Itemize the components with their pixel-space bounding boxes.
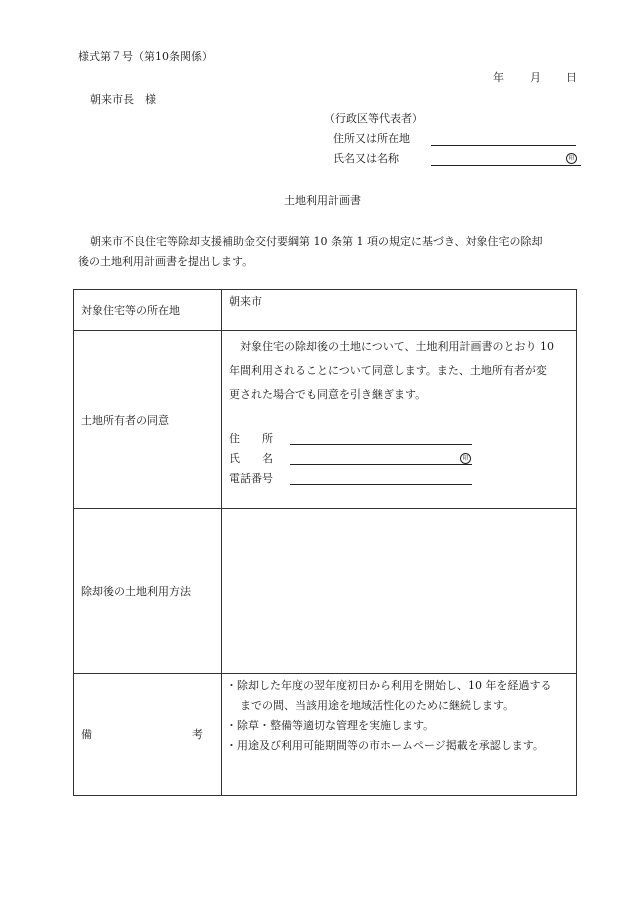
remarks-note-2: ・除草・整備等適切な管理を実施します。	[226, 719, 435, 732]
row-label-remarks	[74, 674, 222, 796]
applicant-role: （行政区等代表者）	[324, 112, 423, 125]
row-label-land-use-method	[74, 509, 222, 674]
row-label-owner-consent-text: 土地所有者の同意	[81, 413, 169, 427]
location-value: 朝来市	[229, 295, 262, 308]
addressee: 朝来市長 様	[90, 93, 156, 106]
owner-name-line[interactable]	[290, 464, 472, 465]
row-label-owner-consent	[74, 331, 222, 509]
table-row	[74, 674, 577, 796]
document-title: 土地利用計画書	[284, 194, 361, 207]
applicant-seal-mark: 印	[566, 153, 577, 164]
row-label-location-text: 対象住宅等の所在地	[81, 304, 180, 317]
owner-seal-mark: 印	[460, 453, 471, 464]
remarks-note-1-line-2: までの間、当該用途を地域活性化のために継続します。	[240, 699, 515, 712]
applicant-name-label: 氏名又は名称	[333, 152, 399, 165]
consent-line-1: 対象住宅の除却後の土地について、土地利用計画書のとおり 10	[240, 340, 555, 353]
location-value-cell[interactable]	[222, 290, 577, 331]
form-number: 様式第７号（第10条関係）	[78, 50, 213, 63]
table-row	[74, 331, 577, 509]
remarks-cell	[222, 674, 577, 796]
consent-line-2: 年間利用されることについて同意します。また、土地所有者が変	[229, 364, 547, 377]
intro-line-1: 朝来市不良住宅等除却支援補助金交付要綱第 10 条第 1 項の規定に基づき、対象住宅の除却	[90, 235, 543, 248]
table-row	[74, 509, 577, 674]
remarks-note-1-line-1: ・除却した年度の翌年度初日から利用を開始し、10 年を経過する	[226, 679, 552, 692]
applicant-name-line[interactable]	[431, 165, 581, 166]
remarks-label-right: 考	[192, 728, 203, 741]
remarks-note-3: ・用途及び利用可能期間等の市ホームページ掲載を承認します。	[226, 739, 544, 752]
land-use-plan-table	[73, 289, 577, 796]
date-year-label: 年	[493, 71, 504, 84]
date-day-label: 日	[566, 71, 577, 84]
table-row	[74, 290, 577, 331]
date-month-label: 月	[530, 71, 541, 84]
applicant-address-label: 住所又は所在地	[333, 132, 410, 145]
remarks-label-left: 備	[81, 728, 92, 741]
consent-line-3: 更された場合でも同意を引き継ぎます。	[229, 388, 427, 401]
applicant-address-line[interactable]	[431, 145, 576, 146]
land-use-method-cell[interactable]	[222, 509, 577, 674]
owner-consent-cell	[222, 331, 577, 509]
owner-name-label: 氏 名	[229, 452, 273, 465]
intro-line-2: 後の土地利用計画書を提出します。	[78, 255, 254, 268]
row-label-land-use-method-text: 除却後の土地利用方法	[81, 585, 191, 598]
owner-phone-label: 電話番号	[229, 472, 273, 485]
owner-phone-line[interactable]	[290, 484, 472, 485]
owner-address-line[interactable]	[290, 444, 472, 445]
owner-address-label: 住 所	[229, 432, 273, 445]
row-label-location	[74, 290, 222, 331]
